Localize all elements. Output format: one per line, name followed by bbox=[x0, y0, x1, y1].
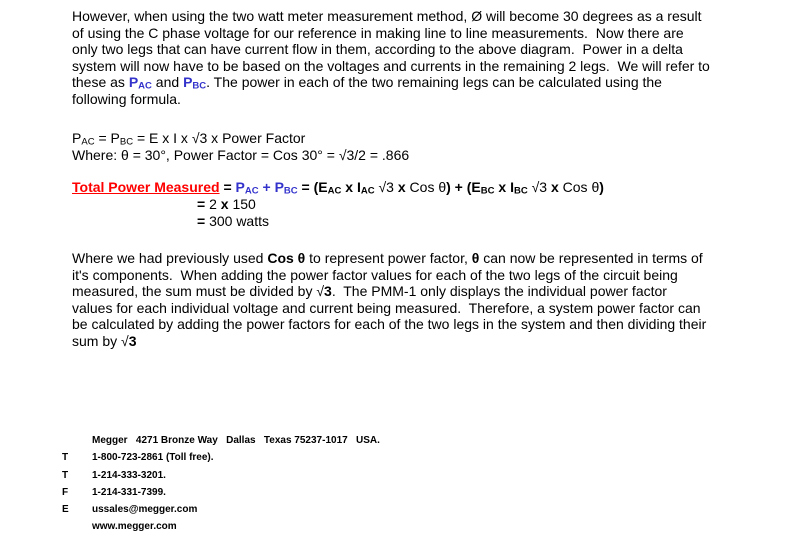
footer-row-fax bbox=[62, 484, 380, 501]
three-bold: 3 bbox=[324, 283, 332, 299]
formula-run: Cos θ bbox=[558, 179, 600, 195]
p-letter: P bbox=[183, 74, 193, 90]
text-line bbox=[72, 74, 710, 91]
text-run: sum by bbox=[72, 332, 122, 349]
subscript-bc: BC bbox=[283, 185, 298, 197]
formula-block bbox=[72, 130, 409, 164]
subscript-ac: AC bbox=[81, 136, 95, 148]
footer-row-phone bbox=[62, 467, 380, 484]
text-line bbox=[72, 91, 710, 108]
formula-run: ) bbox=[599, 179, 604, 195]
email-address: ussales@megger.com bbox=[92, 504, 198, 516]
total-power-line-2 bbox=[72, 196, 604, 213]
text-line bbox=[72, 267, 706, 284]
total-power-heading: Total Power Measured bbox=[72, 179, 220, 195]
text-run: can now be represented in terms of bbox=[479, 250, 703, 266]
fax-number: 1-214-331-7399. bbox=[92, 486, 166, 498]
text-run: to represent power factor, bbox=[305, 250, 472, 266]
formula-run: x I bbox=[494, 179, 514, 195]
phone-number: 1-214-333-3201. bbox=[92, 469, 166, 481]
text-run: following formula. bbox=[72, 91, 181, 108]
subscript-bc: BC bbox=[119, 136, 134, 148]
subscript-ac: AC bbox=[244, 185, 259, 197]
formula-run: ) + (E bbox=[446, 179, 481, 195]
text-run: these as bbox=[72, 74, 129, 90]
value-run: 2 bbox=[209, 196, 221, 213]
footer-row-address bbox=[62, 432, 380, 449]
footer-row-phone-tollfree bbox=[62, 449, 380, 466]
text-run: be calculated by adding the power factors for each of the two legs in the system and then dividing their bbox=[72, 316, 707, 332]
multiply-x: x bbox=[220, 196, 229, 213]
value-run: 300 watts bbox=[209, 212, 270, 229]
total-power-line-3 bbox=[72, 213, 604, 230]
multiply-x: x bbox=[397, 179, 406, 195]
theta-symbol: θ bbox=[471, 250, 480, 266]
pac-symbol bbox=[129, 74, 152, 90]
text-run: . The PMM-1 only displays the individual power factor bbox=[331, 283, 667, 299]
formula-run: = (E bbox=[297, 179, 328, 195]
footer-row-website bbox=[62, 518, 380, 535]
subscript-ac: AC bbox=[138, 80, 152, 92]
formula-run: Cos θ bbox=[405, 179, 447, 195]
text-line bbox=[72, 58, 710, 75]
subscript-bc: BC bbox=[480, 185, 495, 197]
text-run: Where: θ = 30°, Power Factor = Cos 30° = √3/2 = .866 bbox=[72, 147, 410, 164]
p-letter: P bbox=[128, 74, 139, 90]
footer-label: T bbox=[62, 469, 69, 481]
subscript-ac: AC bbox=[360, 185, 375, 197]
footer-contact bbox=[62, 432, 380, 536]
company-address: Megger 4271 Bronze Way Dallas Texas 75237-1017 USA. bbox=[92, 435, 380, 446]
sqrt-symbol: √ bbox=[316, 283, 325, 299]
sqrt-symbol: √ bbox=[121, 332, 129, 349]
footer-label bbox=[62, 518, 92, 535]
text-run: measured, the sum must be divided by bbox=[72, 283, 317, 299]
p-letter: P bbox=[72, 130, 82, 146]
subscript-bc: BC bbox=[192, 80, 207, 92]
footer-label bbox=[62, 432, 92, 449]
paragraph-power-factor bbox=[72, 250, 706, 349]
text-run: and bbox=[151, 74, 184, 90]
text-line bbox=[72, 283, 706, 300]
equals-sign: = bbox=[197, 212, 210, 229]
three-bold: 3 bbox=[128, 332, 137, 349]
text-line bbox=[72, 41, 710, 58]
text-run: However, when using the two watt meter measurement method, Ø will become 30 degrees as a result bbox=[72, 8, 702, 24]
formula-line bbox=[72, 130, 409, 147]
formula-run: x I bbox=[341, 179, 361, 195]
text-line bbox=[72, 8, 710, 25]
text-run: Where we had previously used bbox=[72, 250, 268, 266]
text-line bbox=[72, 333, 706, 350]
footer-row-email bbox=[62, 501, 380, 518]
footer-label: E bbox=[62, 504, 69, 516]
text-run: system will now have to be based on the voltages and currents in the remaining 2 legs. We will refer to bbox=[72, 57, 710, 74]
text-run: . The power in each of the two remaining legs can be calculated using the bbox=[206, 74, 662, 90]
subscript-ac: AC bbox=[327, 185, 342, 197]
text-run: of using the C phase voltage for our reference in making line to line measurements. Now there are bbox=[72, 24, 684, 41]
total-power-line-1 bbox=[72, 179, 604, 196]
text-run: values for each individual voltage and current being measured. Therefore, a system power factor can bbox=[72, 299, 701, 316]
paragraph-intro bbox=[72, 8, 710, 108]
text-line bbox=[72, 25, 710, 42]
footer-label: F bbox=[62, 486, 69, 498]
formula-run: √3 bbox=[374, 179, 398, 195]
plus-p: + P bbox=[258, 179, 284, 195]
website-url: www.megger.com bbox=[92, 521, 177, 533]
cos-theta: Cos θ bbox=[267, 250, 306, 266]
text-line bbox=[72, 300, 706, 317]
text-run: = E x I x √3 x Power Factor bbox=[133, 130, 306, 146]
p-letter: P bbox=[235, 179, 245, 195]
equals-sign: = bbox=[197, 196, 210, 213]
multiply-x: x bbox=[550, 179, 559, 195]
text-run: only two legs that can have current flow in them, according to the above diagram. Power in a delta bbox=[72, 41, 683, 57]
phone-tollfree: 1-800-723-2861 (Toll free). bbox=[92, 452, 214, 464]
text-line bbox=[72, 316, 706, 333]
formula-run: √3 bbox=[527, 179, 551, 195]
text-run: it's components. When adding the power factor values for each of the two legs of the circuit being bbox=[72, 266, 678, 283]
value-run: 150 bbox=[228, 196, 256, 213]
pbc-symbol bbox=[183, 74, 206, 90]
equals-sign: = bbox=[219, 179, 236, 195]
footer-label: T bbox=[62, 452, 69, 464]
total-power-block bbox=[72, 179, 604, 229]
text-run: = P bbox=[94, 130, 120, 146]
subscript-bc: BC bbox=[513, 185, 528, 197]
formula-line bbox=[72, 147, 409, 164]
pac-plus-pbc bbox=[236, 179, 298, 195]
text-line bbox=[72, 250, 706, 267]
